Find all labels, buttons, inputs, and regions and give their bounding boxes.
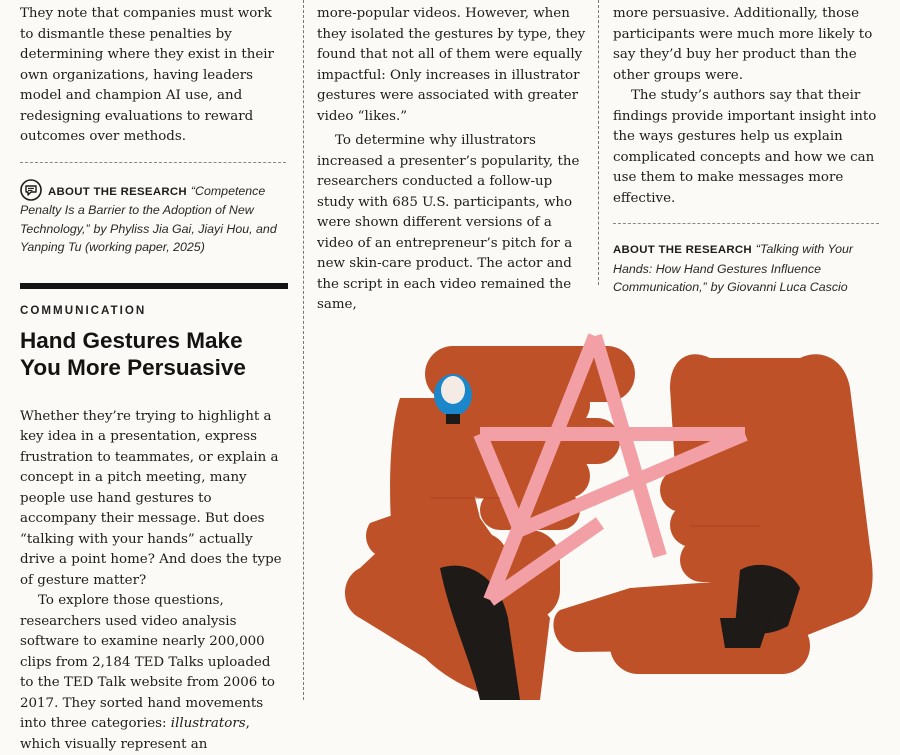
section-divider-right bbox=[613, 223, 879, 224]
speech-bubble-icon bbox=[20, 179, 42, 201]
paragraph-follow-up-study: To determine why illustrators increased a presenter’s popularity, the researchers conducted a follow-up study with 685 U.S. participants, who were shown different versions of a video of an entrepreneur’s pitch for a new skin-care product. The actor and the script in each video remained the same, bbox=[317, 133, 580, 312]
section-divider bbox=[20, 162, 286, 163]
column-2 bbox=[317, 0, 589, 316]
about-research-label: ABOUT THE RESEARCH bbox=[48, 185, 187, 198]
article-top-rule bbox=[20, 283, 288, 289]
column-1 bbox=[20, 0, 288, 755]
citation-authors: by Phyliss Jia Gai, Jiayi Hou, and Yanping Tu (working paper, 2025) bbox=[20, 221, 277, 255]
paragraph-intro: Whether they’re trying to highlight a key idea in a presentation, express frustration to teammates, or explain a concept in a pitch meeting, many people use hand gestures to accompany their message. But does “talking with your hands” actually drive a point home? And does the type of gesture matter? bbox=[20, 408, 282, 588]
paragraph-methods-end: , which visually represent an bbox=[20, 716, 250, 752]
paragraph-conclusion: The study’s authors say that their findings provide important insight into the ways gestures help us explain complicated concepts and how we can use them to make messages more effective. bbox=[613, 88, 877, 206]
paragraph-likes: more-popular videos. However, when they isolated the gestures by type, they found that not all of them were equally impactful: Only increases in illustrator gestures were associated with greater video “likes.” bbox=[317, 6, 586, 124]
about-research-box-right bbox=[613, 240, 881, 297]
paragraph-ai-penalty: They note that companies must work to dismantle these penalties by determining where they exist in their own organizations, having leaders model and champion AI use, and redesigning evaluations to reward outcomes over methods. bbox=[20, 6, 274, 144]
paragraph-persuasive: more persuasive. Additionally, those participants were much more likely to say they’d buy her product than the other groups were. bbox=[613, 6, 873, 83]
about-research-box bbox=[20, 179, 288, 257]
paragraph-methods bbox=[20, 591, 288, 755]
column-divider-right bbox=[598, 0, 599, 285]
paragraph-methods-start: To explore those questions, researchers used video analysis software to examine nearly 200,000 clips from 2,184 TED Talks uploaded to the TED Talk website from 2006 to 2017. They sorted hand movements into three categories: bbox=[20, 593, 275, 732]
term-illustrators: illustrators bbox=[170, 716, 246, 732]
about-research-label-right: ABOUT THE RESEARCH bbox=[613, 244, 752, 256]
section-kicker: COMMUNICATION bbox=[20, 303, 147, 317]
citation-authors-right: by Giovanni Luca Cascio bbox=[710, 280, 848, 295]
citation-title: “Competence Penalty Is a Barrier to the Adoption of New Technology,” bbox=[20, 183, 266, 236]
column-3 bbox=[613, 0, 881, 297]
column-divider-left bbox=[303, 0, 304, 700]
article-headline: Hand Gestures Make You More Persuasive bbox=[20, 327, 246, 380]
citation-title-right: “Talking with Your Hands: How Hand Gestures Influence Communication,” bbox=[613, 242, 854, 295]
hands-string-star-illustration bbox=[330, 318, 890, 720]
